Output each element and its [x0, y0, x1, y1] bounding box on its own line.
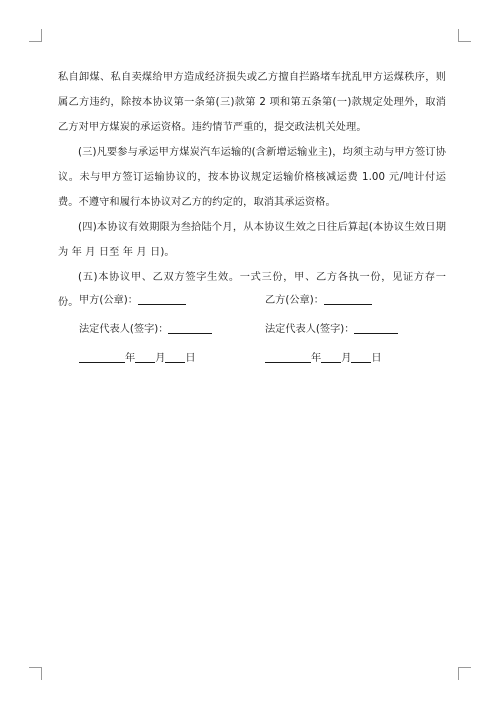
party-b-representative-label: 法定代表人(签字)： [265, 324, 355, 335]
party-a-year-blank[interactable] [79, 350, 125, 363]
party-a-representative-blank[interactable] [168, 321, 212, 334]
party-a-representative-label: 法定代表人(签字)： [79, 324, 169, 335]
crop-mark-bottom-right [458, 667, 471, 680]
party-a-date [79, 349, 196, 369]
party-b-day-blank[interactable] [351, 350, 371, 363]
party-b-month-blank[interactable] [321, 350, 341, 363]
signature-row-dates [79, 349, 459, 369]
party-b-seal-blank[interactable] [324, 292, 372, 305]
paragraph-breach-continued: 私自卸煤、私自卖煤给甲方造成经济损失或乙方擅自拦路堵车扰乱甲方运煤秩序，则属乙方违约，除按本协议第一条第(三)款第 2 项和第五条第(一)款规定处理外，取消乙方对甲方煤炭的承运资格。违约情节严重的，提交政法机关处理。 [58, 72, 446, 133]
signature-row-seals [79, 291, 459, 311]
party-b-representative [265, 320, 398, 340]
crop-mark-bottom-left [29, 667, 42, 680]
party-b-representative-blank[interactable] [354, 321, 398, 334]
crop-mark-top-left [29, 29, 42, 42]
paragraph-clause-3: (三)凡要参与承运甲方煤炭汽车运输的(含新增运输业主)，均须主动与甲方签订协议。未与甲方签订运输协议的，按本协议规定运输价格核减运费 1.00 元/吨计付运费。不遵守和履行本协议对乙方的约定的，取消其承运资格。 [58, 147, 446, 208]
party-b-date [265, 349, 382, 369]
party-a-seal-blank[interactable] [138, 292, 186, 305]
party-a-seal-label: 甲方(公章)： [79, 295, 138, 306]
party-a-month-blank[interactable] [135, 350, 155, 363]
party-a-day-blank[interactable] [165, 350, 185, 363]
party-b-seal-label: 乙方(公章)： [265, 295, 324, 306]
signature-row-representatives [79, 320, 459, 340]
party-b-year-label: 年 [311, 353, 322, 364]
party-a-representative [79, 320, 212, 340]
party-a-seal [79, 291, 186, 311]
party-b-year-blank[interactable] [265, 350, 311, 363]
party-b-seal [265, 291, 372, 311]
party-a-year-label: 年 [125, 353, 136, 364]
party-a-month-label: 月 [155, 353, 166, 364]
party-b-day-label: 日 [371, 353, 382, 364]
party-a-day-label: 日 [185, 353, 196, 364]
paragraph-clause-5: (五)本协议甲、乙双方签字生效。一式三份，甲、乙方各执一份，见证方存一份。 [58, 272, 446, 308]
party-b-month-label: 月 [341, 353, 352, 364]
crop-mark-top-right [458, 29, 471, 42]
paragraph-clause-4: (四)本协议有效期限为叁拾陆个月，从本协议生效之日往后算起(本协议生效日期为 年 月 日至 年 月 日)。 [58, 222, 446, 258]
document-body [58, 65, 446, 315]
